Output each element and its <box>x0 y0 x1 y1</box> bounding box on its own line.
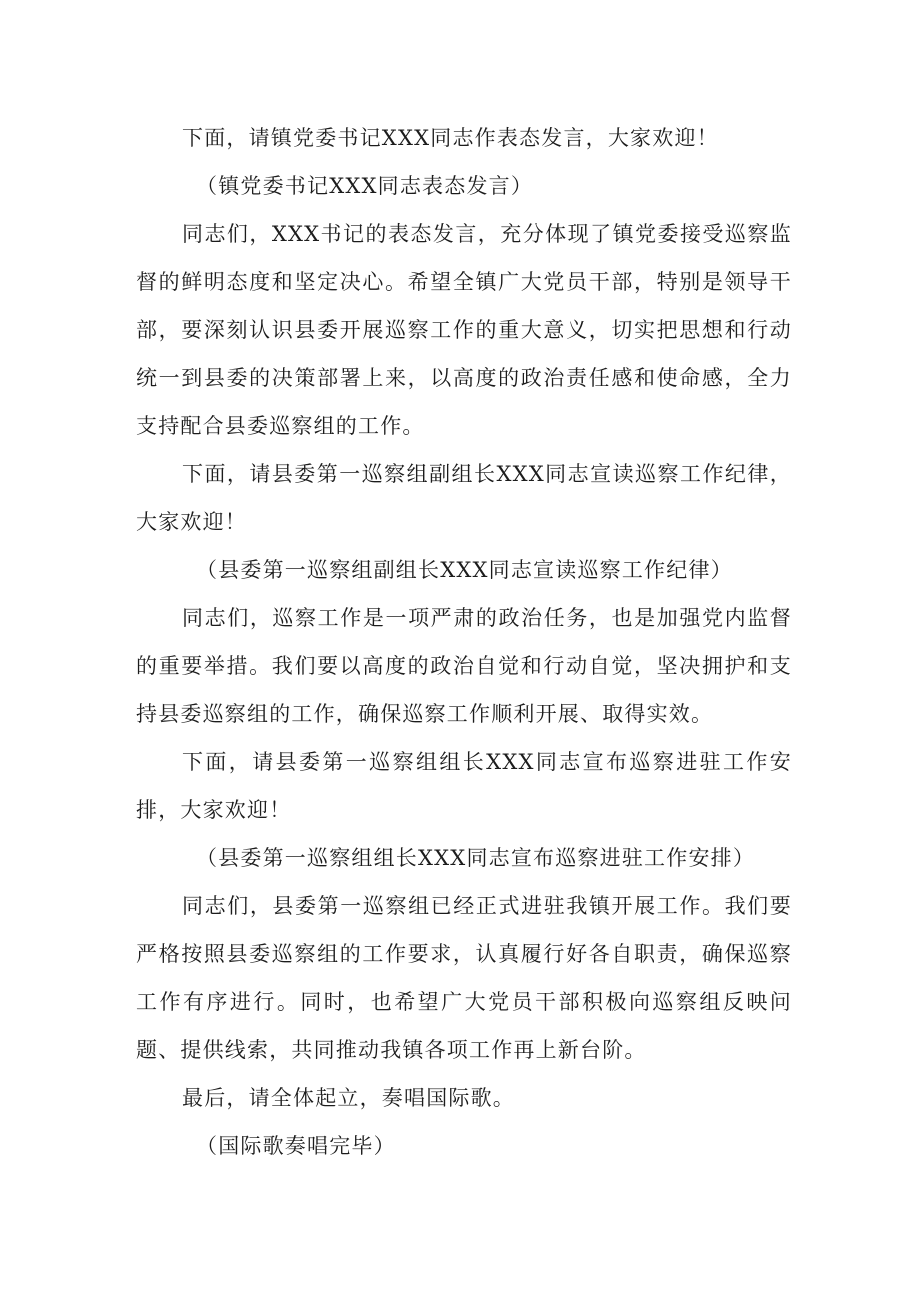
document-body <box>136 114 792 1170</box>
paragraph: 下面，请县委第一巡察组组长XXX同志宣布巡察进驻工作安排，大家欢迎！ <box>136 750 792 822</box>
paragraph: 最后，请全体起立，奏唱国际歌。 <box>182 1086 515 1110</box>
stage-note: （镇党委书记XXX同志表态发言） <box>196 174 534 198</box>
paragraph: 同志们，XXX书记的表态发言，充分体现了镇党委接受巡察监督的鲜明态度和坚定决心。希望全镇广大党员干部，特别是领导干部，要深刻认识县委开展巡察工作的重大意义，切实把思想和行动统一到县委的决策部署上来，以高度的政治责任感和使命感，全力支持配合县委巡察组的工作。 <box>136 222 792 438</box>
paragraph: 同志们，巡察工作是一项严肃的政治任务，也是加强党内监督的重要举措。我们要以高度的政治自觉和行动自觉，坚决拥护和支持县委巡察组的工作，确保巡察工作顺利开展、取得实效。 <box>136 606 792 726</box>
stage-note: （县委第一巡察组组长XXX同志宣布巡察进驻工作安排） <box>196 846 756 870</box>
paragraph: 下面，请镇党委书记XXX同志作表态发言，大家欢迎！ <box>182 126 719 150</box>
stage-note: （县委第一巡察组副组长XXX同志宣读巡察工作纪律） <box>196 558 733 582</box>
stage-note: （国际歌奏唱完毕） <box>196 1134 396 1158</box>
paragraph: 同志们，县委第一巡察组已经正式进驻我镇开展工作。我们要严格按照县委巡察组的工作要求，认真履行好各自职责，确保巡察工作有序进行。同时，也希望广大党员干部积极向巡察组反映问题、提供线索，共同推动我镇各项工作再上新台阶。 <box>136 894 792 1062</box>
paragraph: 下面，请县委第一巡察组副组长XXX同志宣读巡察工作纪律，大家欢迎！ <box>136 462 792 534</box>
